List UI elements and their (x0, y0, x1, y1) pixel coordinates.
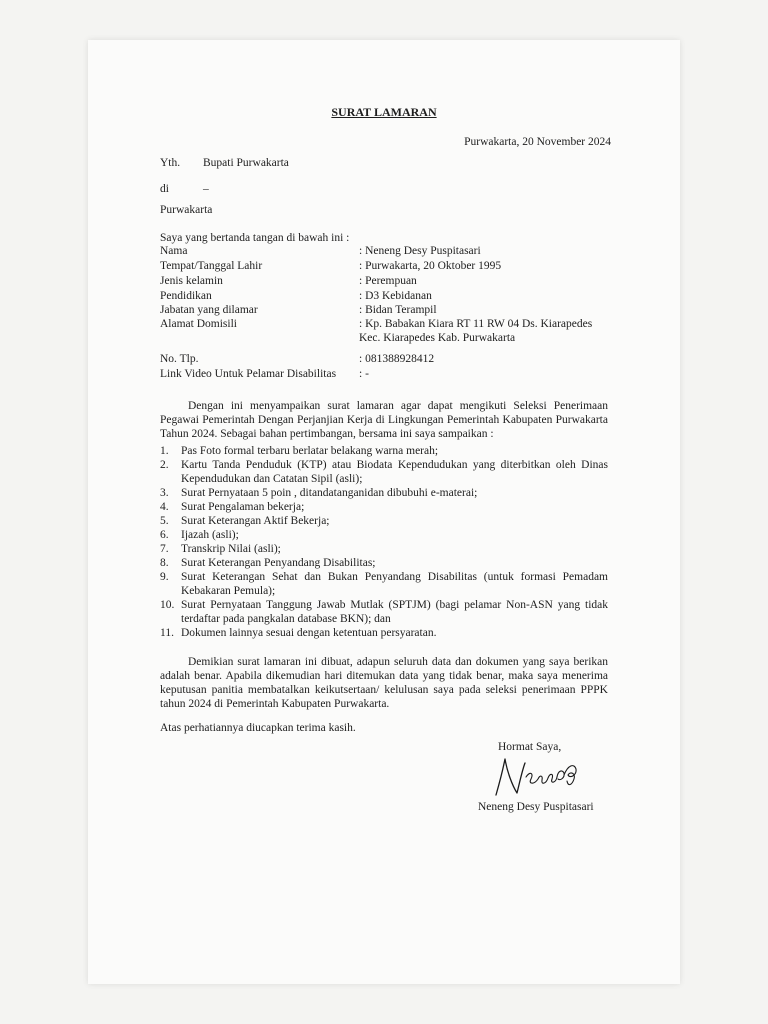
field-label: Jenis kelamin (160, 275, 223, 287)
list-item: 2. Kartu Tanda Penduduk (KTP) atau Biodata Kependudukan yang diterbitkan oleh Dinas Kependudukan dan Catatan Sipil (asli); (160, 459, 608, 485)
field-value: : D3 Kebidanan (359, 290, 432, 302)
closing-paragraph: Demikian surat lamaran ini dibuat, adapun seluruh data dan dokumen yang saya berikan adalah benar. Apabila dikemudian hari ditemukan data yang tidak benar, maka saya menerima keputusan panitia membatalkan keikutsertaan/ kelulusan saya pada seleksi penerimaan PPPK tahun 2024 di Pemerintah Kabupaten Purwakarta. (160, 656, 608, 710)
field-label: Alamat Domisili (160, 318, 237, 330)
field-label: Nama (160, 245, 188, 257)
thanks-text: Atas perhatiannya diucapkan terima kasih. (160, 722, 356, 734)
field-value: : Bidan Terampil (359, 304, 437, 316)
field-value: : Purwakarta, 20 Oktober 1995 (359, 260, 502, 272)
list-item: 10. Surat Pernyataan Tanggung Jawab Mutlak (SPTJM) (bagi pelamar Non-ASN yang tidak terdaftar pada pangkalan database BKN); dan (160, 599, 608, 625)
list-item: 1. Pas Foto formal terbaru berlatar belakang warna merah; (160, 445, 439, 457)
place-date: Purwakarta, 20 November 2024 (464, 136, 611, 148)
list-item: 5. Surat Keterangan Aktif Bekerja; (160, 515, 330, 527)
list-item: 9. Surat Keterangan Sehat dan Bukan Penyandang Disabilitas (untuk formasi Pemadam Kebakaran Pemula); (160, 571, 608, 597)
recipient-di: di (160, 183, 169, 195)
list-item: 6. Ijazah (asli); (160, 529, 239, 541)
intro-text: Saya yang bertanda tangan di bawah ini : (160, 232, 350, 244)
field-value: : Perempuan (359, 275, 417, 287)
list-item: 11. Dokumen lainnya sesuai dengan ketentuan persyaratan. (160, 627, 437, 639)
attachment-list (160, 444, 608, 640)
recipient-city: Purwakarta (160, 204, 213, 216)
recipient-yth: Yth. (160, 157, 181, 169)
list-item: 8. Surat Keterangan Penyandang Disabilitas; (160, 557, 376, 569)
field-value: : Neneng Desy Puspitasari (359, 245, 481, 257)
signer-name: Neneng Desy Puspitasari (478, 801, 594, 813)
field-value: : Kp. Babakan Kiara RT 11 RW 04 Ds. Kiarapedes Kec. Kiarapedes Kab. Purwakarta (359, 318, 593, 344)
body-intro: Dengan ini menyampaikan surat lamaran agar dapat mengikuti Seleksi Penerimaan Pegawai Pemerintah Dengan Perjanjian Kerja di Lingkungan Pemerintah Kabupaten Purwakarta Tahun 2024. Sebagai bahan pertimbangan, bersama ini saya sampaikan : (160, 400, 608, 440)
field-label: Pendidikan (160, 290, 212, 302)
letter-title: SURAT LAMARAN (331, 105, 437, 119)
regards-text: Hormat Saya, (498, 741, 562, 753)
field-value: : - (359, 368, 369, 380)
list-item: 3. Surat Pernyataan 5 poin , ditandatanganidan dibubuhi e-materai; (160, 487, 478, 499)
recipient-dash: – (203, 183, 209, 195)
field-label: No. Tlp. (160, 353, 199, 365)
list-item: 7. Transkrip Nilai (asli); (160, 543, 281, 555)
field-label: Link Video Untuk Pelamar Disabilitas (160, 368, 337, 380)
signature-icon (490, 751, 590, 799)
field-value: : 081388928412 (359, 353, 435, 365)
list-item: 4. Surat Pengalaman bekerja; (160, 501, 305, 513)
field-label: Jabatan yang dilamar (160, 304, 258, 316)
recipient-name: Bupati Purwakarta (203, 157, 289, 169)
field-label: Tempat/Tanggal Lahir (160, 260, 263, 272)
